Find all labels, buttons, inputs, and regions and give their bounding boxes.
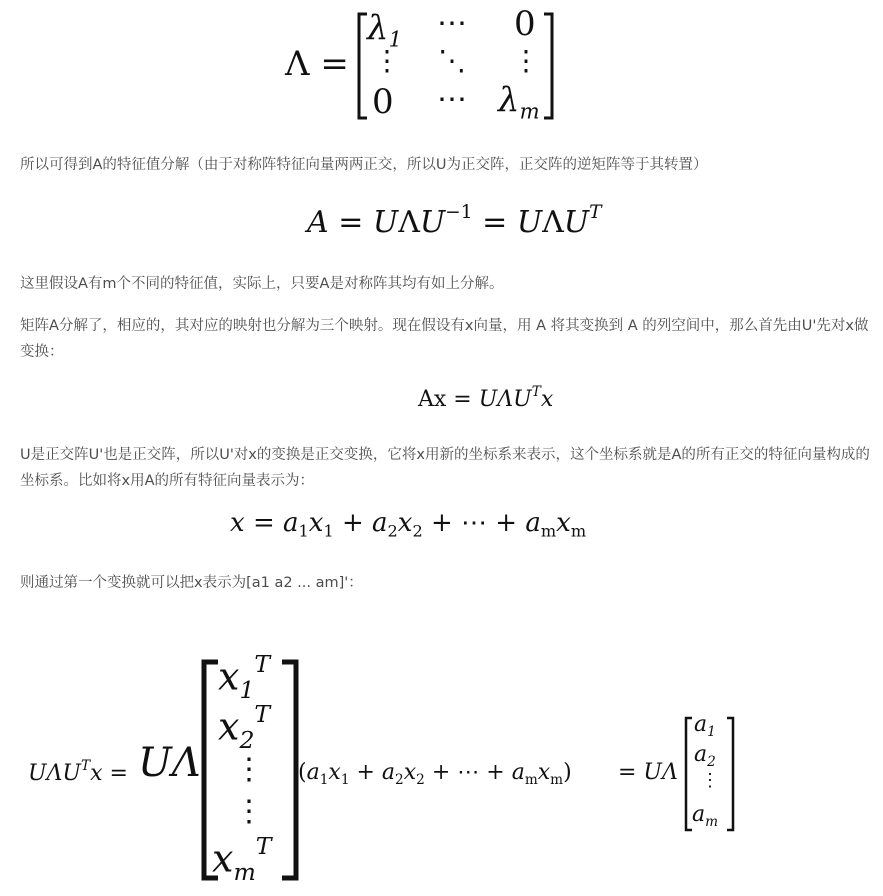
center-ddots: ⋱ bbox=[438, 44, 466, 77]
big-vdots-2: ⋮ bbox=[234, 794, 264, 829]
x2-transpose: $x_2^T$ bbox=[218, 700, 271, 754]
lambda-matrix-lhs: Λ = bbox=[285, 44, 349, 84]
paren-expansion: ($a_1x_1 + a_2x_2$ + ⋯ + $a_mx_m$) bbox=[298, 760, 572, 788]
paragraph-orthogonal-transform: U是正交阵U'也是正交阵，所以U'对x的变换是正交变换，它将x用新的坐标系来表示，这个坐标系就是A的所有正交的特征向量构成的坐标系。比如将x用A的所有特征向量表示为： bbox=[20, 447, 870, 489]
right-vdots: ⋮ bbox=[512, 44, 540, 77]
paragraph-mapping-decomposition: 矩阵A分解了，相应的，其对应的映射也分解为三个映射。现在假设有x向量，用 A 将其变换到 A 的列空间中，那么首先由U'先对x做变换： bbox=[20, 318, 869, 360]
a2-entry: $a_2$ bbox=[694, 742, 716, 770]
small-vdots: ⋮ bbox=[701, 770, 719, 791]
paragraph-distinct-eigenvalues: 这里假设A有m个不同的特征值，实际上，只要A是对称阵其均有如上分解。 bbox=[20, 276, 504, 292]
small-right-bracket bbox=[726, 716, 736, 832]
big-right-bracket bbox=[280, 660, 300, 880]
right-bracket bbox=[542, 12, 556, 120]
bottom-left-zero: 0 bbox=[372, 82, 394, 122]
eigen-decomposition-equation: $A = U\Lambda U^{-1} = U\Lambda U^T$ bbox=[307, 202, 602, 240]
a1-entry: $a_1$ bbox=[694, 712, 716, 740]
x1-transpose: $x_1^T$ bbox=[218, 650, 271, 704]
final-rhs: = UΛ bbox=[618, 760, 678, 785]
paragraph-eigen-decomposition: 所以可得到A的特征值分解（由于对称阵特征向量两两正交，所以U为正交阵，正交阵的逆矩阵等于其转置） bbox=[20, 157, 708, 173]
final-lhs: $U\Lambda U^Tx$ = bbox=[28, 758, 128, 787]
bottom-cdots: ⋯ bbox=[437, 82, 467, 117]
big-u-lambda: UΛ bbox=[138, 740, 201, 786]
top-cdots: ⋯ bbox=[437, 6, 467, 41]
x-expansion-equation: $x = a_1x_1 + a_2x_2$ + ⋯ + $a_mx_m$ bbox=[230, 508, 587, 541]
paragraph-first-transform: 则通过第一个变换就可以把x表示为[a1 a2 ... am]'： bbox=[20, 575, 363, 591]
ax-equation: $Ax = U\Lambda U^Tx$ bbox=[418, 384, 554, 413]
xm-transpose: $x_m^T$ bbox=[212, 832, 272, 886]
big-vdots-1: ⋮ bbox=[234, 752, 264, 787]
am-entry: $a_m$ bbox=[692, 802, 719, 830]
lambda-1-cell: $\lambda_1$ bbox=[367, 8, 402, 52]
left-vdots: ⋮ bbox=[373, 44, 401, 77]
top-right-zero: 0 bbox=[514, 4, 536, 44]
lambda-m-cell: $\lambda_m$ bbox=[498, 80, 540, 124]
